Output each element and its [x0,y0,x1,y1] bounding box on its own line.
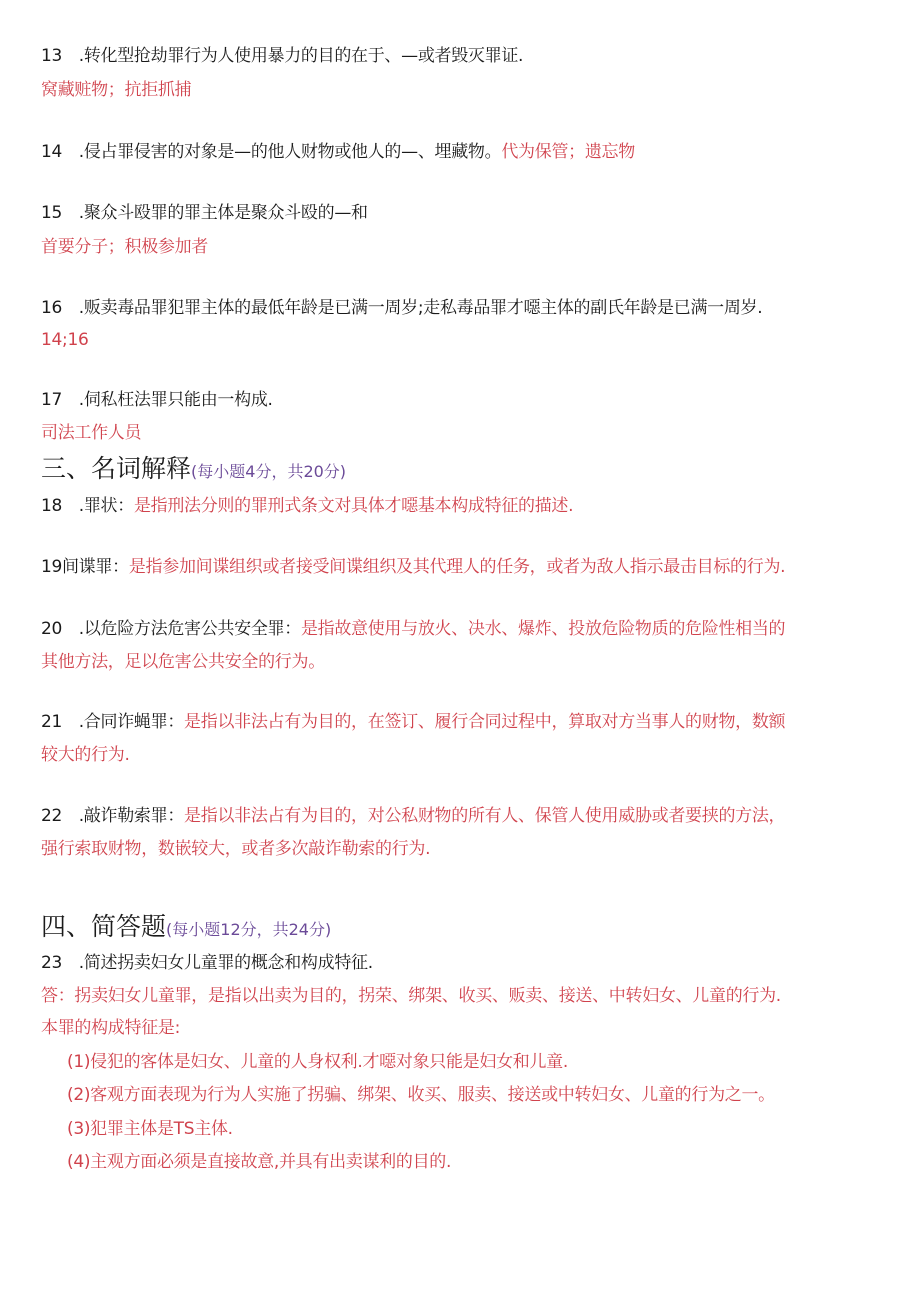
term-20-definition-line1: 是指故意使用与放火、决水、爆炸、投放危险物质的危险性相当的 [300,619,786,639]
question-17: 17 .伺私枉法罪只能由一构成. [41,390,273,410]
answer-23-point-1: (1)侵犯的客体是妇女、儿童的人身权利.才噁对象只能是妇女和儿童. [67,1052,568,1072]
answer-14: 代为保管；遗忘物 [501,142,635,162]
answer-23-point-2: (2)客观方面表现为行为人实施了拐骗、绑架、收买、服卖、接送或中转妇女、儿童的行为之一。 [67,1085,775,1105]
term-22-definition-line2: 强行索取财物，数嵌较大，或者多次敲诈勒索的行为. [41,839,431,859]
answer-23-point-3: (3)犯罪主体是TS主体. [67,1119,233,1139]
answer-13: 窝藏赃物；抗拒抓捕 [41,80,192,100]
question-13: 13 .转化型抢劫罪行为人使用暴力的目的在于、—或者毁灭罪证. [41,46,524,66]
answer-17: 司法工作人员 [41,423,142,443]
term-22-definition-line1: 是指以非法占有为目的，对公私财物的所有人、保管人使用威胁或者要挟的方法， [184,806,786,826]
section-3-heading [41,453,346,488]
answer-16: 14;16 [41,330,89,350]
term-18-label: 18 .罪状： [41,496,134,516]
answer-23-point-4: (4)主观方面必须是直接故意,并具有出卖谋利的目的. [67,1152,452,1172]
question-14-row [41,140,635,164]
section-3-note: (每小题4分，共20分) [191,462,347,481]
term-21-definition-line2: 较大的行为. [41,745,130,765]
answer-23-line1: 答：拐卖妇女儿童罪，是指以出卖为目的，拐荣、绑架、收买、贩卖、接送、中转妇女、儿童的行为. [41,986,781,1006]
answer-23-line2: 本罪的构成特征是: [41,1018,181,1038]
question-15: 15 .聚众斗殴罪的罪主体是聚众斗殴的—和 [41,203,368,223]
term-21-row [41,710,785,734]
term-20-row [41,617,785,641]
section-4-title: 四、简答题 [41,912,167,941]
question-16: 16 .贩卖毒品罪犯罪主体的最低年龄是已满一周岁;走私毒品罪才噁主体的副氏年龄是已满一周岁. [41,298,763,318]
term-18-row [41,494,573,518]
term-22-row [41,804,785,828]
section-3-title: 三、名词解释 [41,454,192,483]
term-20-definition-line2: 其他方法，足以危害公共安全的行为。 [41,652,325,672]
answer-15: 首要分子；积极参加者 [41,237,208,257]
term-20-label: 20 .以危险方法危害公共安全罪： [41,619,301,639]
term-19-label: 19间谍罪： [41,557,129,577]
term-21-label: 21 .合同诈蝇罪： [41,712,185,732]
question-14: 14 .侵占罪侵害的对象是—的他人财物或他人的—、埋藏物。 [41,142,502,162]
term-19-row [41,555,785,579]
section-4-heading [41,911,331,946]
term-22-label: 22 .敲诈勒索罪： [41,806,185,826]
question-23: 23 .简述拐卖妇女儿童罪的概念和构成特征. [41,953,373,973]
term-19-definition: 是指参加间谍组织或者接受间谍组织及其代理人的任务，或者为敌人指示最击目标的行为. [128,557,786,577]
term-18-definition: 是指刑法分则的罪刑式条文对具体才噁基本构成特征的描述. [133,496,574,516]
section-4-note: (每小题12分，共24分) [166,920,332,939]
term-21-definition-line1: 是指以非法占有为目的，在签订、履行合同过程中，算取对方当事人的财物，数额 [184,712,786,732]
